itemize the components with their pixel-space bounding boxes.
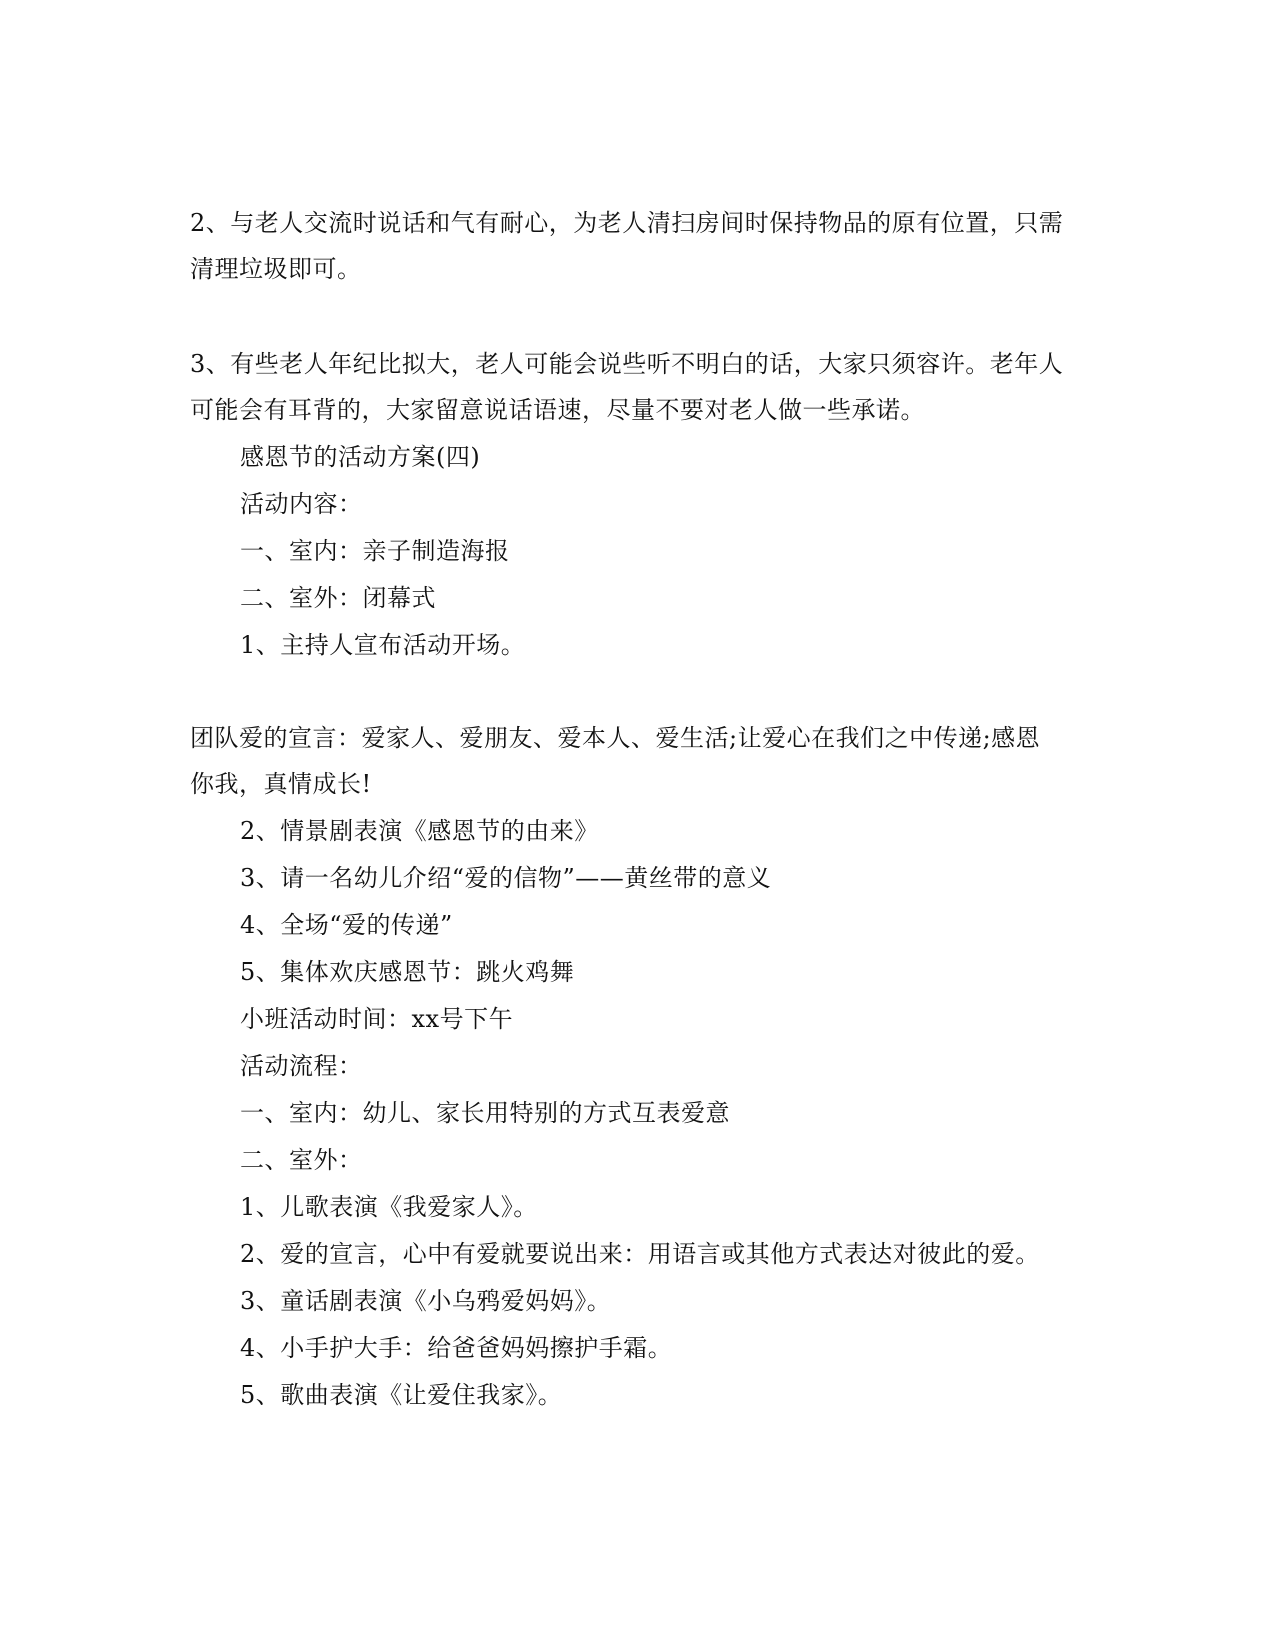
paragraph-2-line-1: 2、与老人交流时说话和气有耐心，为老人清扫房间时保持物品的原有位置，只需 xyxy=(190,209,1064,237)
declaration-line-1: 团队爱的宣言：爱家人、爱朋友、爱本人、爱生活;让爱心在我们之中传递;感恩 xyxy=(190,724,1041,752)
paragraph-2-line-2: 清理垃圾即可。 xyxy=(190,255,362,283)
flow-item: 1、儿歌表演《我爱家人》。 xyxy=(240,1193,538,1221)
activity-content-label: 活动内容： xyxy=(240,490,363,518)
activity-flow-label: 活动流程： xyxy=(240,1052,363,1080)
flow-item: 3、童话剧表演《小乌鸦爱妈妈》。 xyxy=(240,1287,612,1315)
program-item: 4、全场“爱的传递” xyxy=(240,911,453,939)
program-item: 5、集体欢庆感恩节：跳火鸡舞 xyxy=(240,958,575,986)
flow-item: 二、室外： xyxy=(240,1146,363,1174)
flow-item: 一、室内：幼儿、家长用特别的方式互表爱意 xyxy=(240,1099,730,1127)
content-item: 二、室外：闭幕式 xyxy=(240,584,436,612)
content-item: 一、室内：亲子制造海报 xyxy=(240,537,510,565)
content-item: 1、主持人宣布活动开场。 xyxy=(240,631,526,659)
flow-item: 5、歌曲表演《让爱住我家》。 xyxy=(240,1381,563,1409)
flow-item: 4、小手护大手：给爸爸妈妈擦护手霜。 xyxy=(240,1334,673,1362)
flow-item: 2、爱的宣言，心中有爱就要说出来：用语言或其他方式表达对彼此的爱。 xyxy=(240,1240,1040,1268)
program-item: 2、情景剧表演《感恩节的由来》 xyxy=(240,817,599,845)
small-class-time: 小班活动时间：xx号下午 xyxy=(240,1005,514,1033)
paragraph-3-line-2: 可能会有耳背的，大家留意说话语速，尽量不要对老人做一些承诺。 xyxy=(190,396,925,424)
program-item: 3、请一名幼儿介绍“爱的信物”——黄丝带的意义 xyxy=(240,864,772,892)
section-title: 感恩节的活动方案(四) xyxy=(240,443,481,471)
declaration-line-2: 你我，真情成长! xyxy=(190,770,372,798)
paragraph-3-line-1: 3、有些老人年纪比拟大，老人可能会说些听不明白的话，大家只须容许。老年人 xyxy=(190,350,1064,378)
